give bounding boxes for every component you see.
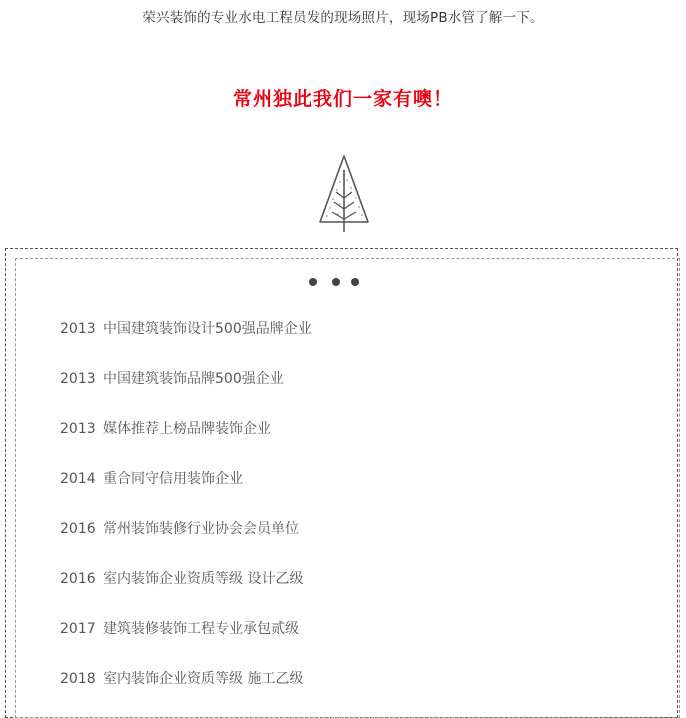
dot: [309, 278, 317, 286]
honors-list: [60, 318, 312, 718]
dot: [351, 278, 359, 286]
honor-year: 2013: [60, 321, 96, 337]
honor-text: 媒体推荐上榜品牌装饰企业: [103, 421, 271, 437]
honor-item: [60, 518, 312, 568]
honor-item: [60, 468, 312, 518]
honor-year: 2016: [60, 521, 96, 537]
dot: [332, 278, 340, 286]
honor-text: 中国建筑装饰设计500强品牌企业: [103, 321, 312, 337]
intro-text: 荣兴装饰的专业水电工程员发的现场照片，现场PB水管了解一下。: [142, 10, 544, 26]
honor-year: 2017: [60, 621, 96, 637]
honor-text: 中国建筑装饰品牌500强企业: [103, 371, 284, 387]
honor-year: 2013: [60, 421, 96, 437]
honor-item: [60, 668, 312, 718]
honor-item: [60, 568, 312, 618]
honor-year: 2014: [60, 471, 96, 487]
headline: 常州独此我们一家有噢！: [232, 88, 453, 110]
honor-text: 常州装饰装修行业协会会员单位: [103, 521, 299, 537]
honor-year: 2018: [60, 671, 96, 687]
christmas-tree-icon: [316, 152, 372, 236]
honor-item: [60, 418, 312, 468]
honor-year: 2016: [60, 571, 96, 587]
honor-text: 重合同守信用装饰企业: [103, 471, 243, 487]
honor-item: [60, 368, 312, 418]
ellipsis-dots-icon: [306, 278, 366, 288]
honor-text: 室内装饰企业资质等级 施工乙级: [103, 671, 304, 687]
honor-text: 室内装饰企业资质等级 设计乙级: [103, 571, 304, 587]
honor-year: 2013: [60, 371, 96, 387]
honor-item: [60, 318, 312, 368]
honor-text: 建筑装修装饰工程专业承包贰级: [103, 621, 299, 637]
honor-item: [60, 618, 312, 668]
